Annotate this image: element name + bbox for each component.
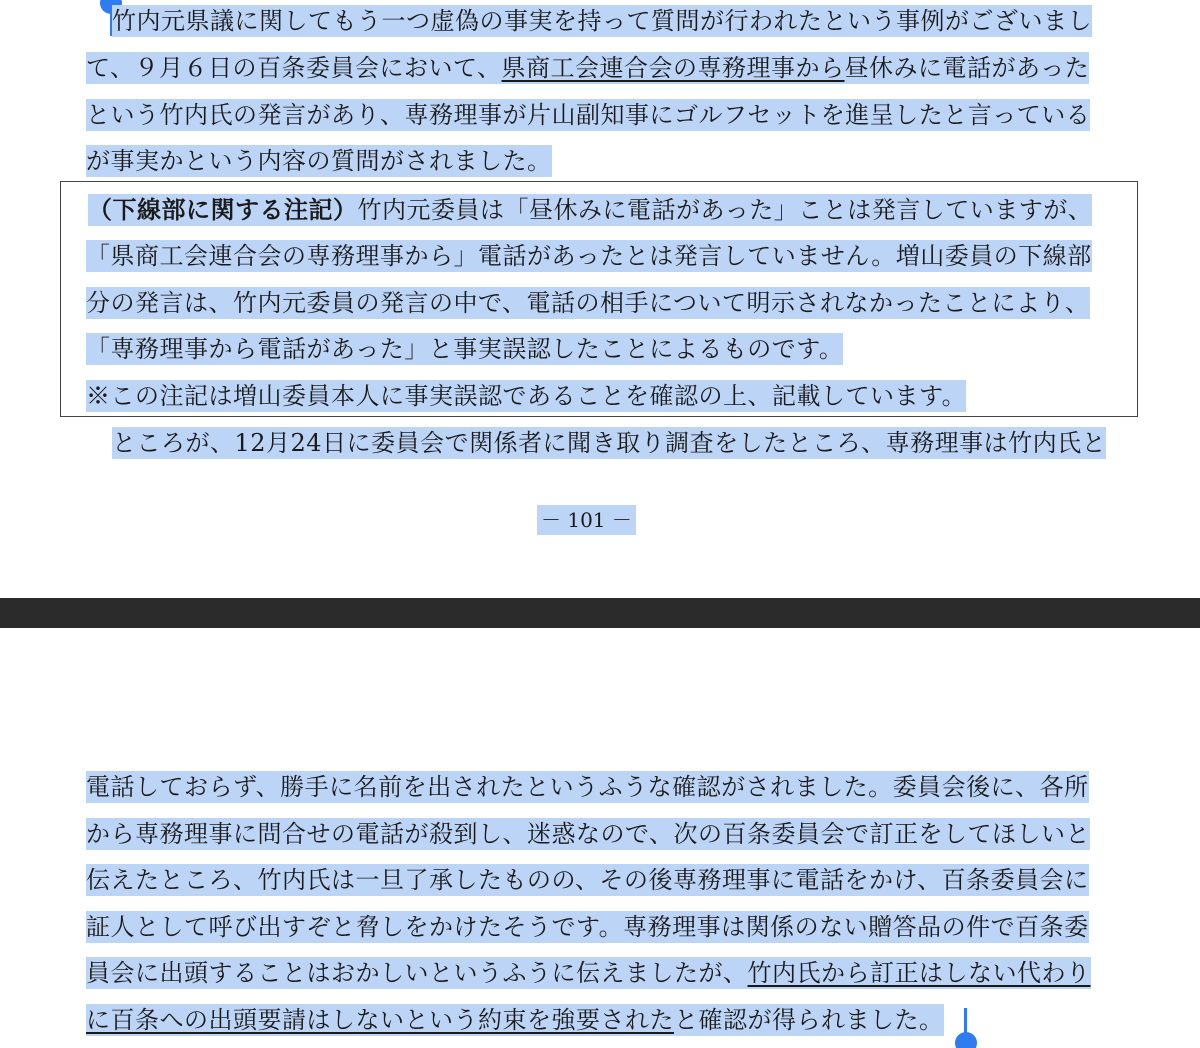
note-line <box>86 332 843 366</box>
text-line <box>86 770 1089 804</box>
text-run: 伝えたところ、竹内氏は一旦了承したものの、その後専務理事に電話をかけ、百条委員会に <box>86 866 1089 894</box>
text-run: ところが、12月24日に委員会で関係者に聞き取り調査をしたところ、専務理事は竹内氏と <box>112 429 1107 457</box>
text-line <box>112 4 1092 38</box>
text-run: て、９月６日の百条委員会において、 <box>86 54 502 82</box>
selection-end-handle[interactable] <box>955 1032 977 1048</box>
text-run: という竹内氏の発言があり、専務理事が片山副知事にゴルフセットを進呈したと言っている <box>86 101 1091 129</box>
text-run: と確認が得られました。 <box>674 1006 944 1034</box>
underlined-text: 県商工会連合会の専務理事から <box>501 54 845 82</box>
note-line <box>86 239 1092 273</box>
page-number: － 101 － <box>537 505 636 535</box>
text-line <box>86 956 1091 990</box>
text-run: 電話しておらず、勝手に名前を出されたというふうな確認がされました。委員会後に、各所 <box>86 773 1089 801</box>
text-line <box>86 98 1090 132</box>
text-line <box>86 1003 944 1037</box>
text-line <box>86 863 1089 897</box>
text-run: 「専務理事から電話があった」と事実誤認したことによるものです。 <box>86 335 844 363</box>
underlined-text: 竹内氏から訂正はしない代わり <box>747 959 1091 987</box>
text-run: 分の発言は、竹内元委員の発言の中で、電話の相手について明示されなかったことにより、 <box>86 289 1090 317</box>
page-102 <box>0 628 1200 1048</box>
text-line <box>86 910 1089 944</box>
text-run: から専務理事に問合せの電話が殺到し、迷惑なので、次の百条委員会で訂正をしてほしいと <box>86 820 1091 848</box>
page-separator <box>0 598 1200 628</box>
note-line <box>88 193 1092 227</box>
text-run: が事実かという内容の質問がされました。 <box>86 147 552 175</box>
underlined-text: に百条への出頭要請はしないという約束を強要された <box>86 1006 674 1034</box>
text-run: 竹内元県議に関してもう一つ虚偽の事実を持って質問が行われたという事例がございまし <box>112 7 1092 35</box>
text-line <box>86 51 1089 85</box>
text-run: ※この注記は増山委員本人に事実誤認であることを確認の上、記載しています。 <box>86 382 967 410</box>
note-heading: （下線部に関する注記） <box>88 196 358 224</box>
note-line <box>86 286 1090 320</box>
text-line <box>86 817 1090 851</box>
text-run: 「県商工会連合会の専務理事から」電話があったとは発言していません。増山委員の下線部 <box>86 242 1092 270</box>
text-run: 員会に出頭することはおかしいというふうに伝えましたが、 <box>86 959 748 987</box>
text-line <box>86 144 552 178</box>
text-run: 証人として呼び出すぞと脅しをかけたそうです。専務理事は関係のない贈答品の件で百条委 <box>86 913 1089 941</box>
text-run: 昼休みに電話があった <box>844 54 1090 82</box>
text-line <box>112 426 1106 460</box>
note-line <box>86 379 966 413</box>
text-run: 竹内元委員は「昼休みに電話があった」ことは発言していますが、 <box>357 196 1093 224</box>
